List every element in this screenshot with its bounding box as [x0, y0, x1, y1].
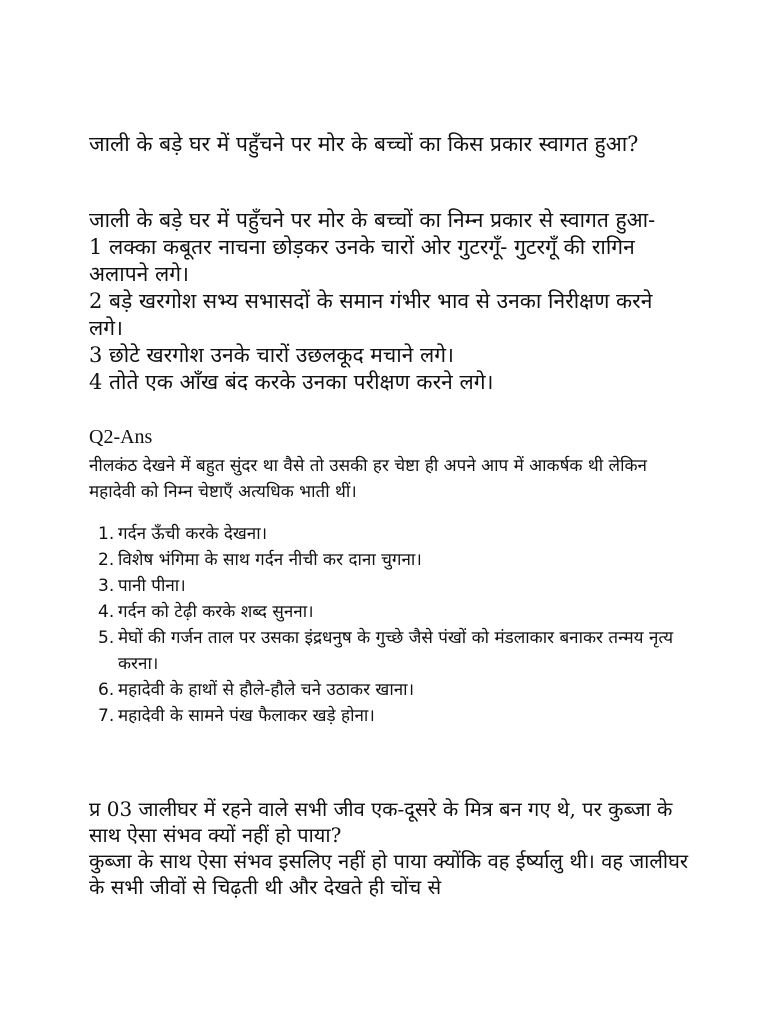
- answer-2-intro: नीलकंठ देखने में बहुत सुंदर था वैसे तो उसकी हर चेष्टा ही अपने आप में आकर्षक थी लेकिन महादेवी को निम्न चेष्टाएँ अत्यधिक भाती थीं।: [89, 456, 647, 502]
- answer-1-point: 4 तोते एक आँख बंद करके उनका परीक्षण करने लगे।: [89, 370, 494, 394]
- answer-1: [89, 207, 689, 396]
- list-item: [98, 625, 698, 677]
- list-item: [98, 521, 698, 547]
- question-3: प्र 03 जालीघर में रहने वाले सभी जीव एक-दूसरे के मित्र बन गए थे, पर कुब्जा के साथ ऐसा संभव क्यों नहीं हो पाया?: [89, 797, 673, 847]
- list-item-text: विशेष भंगिमा के साथ गर्दन नीची कर दाना चुगना।: [118, 550, 422, 570]
- list-item: [98, 547, 698, 573]
- list-item-number: 6.: [98, 680, 115, 700]
- question-2-label: Q2-Ans: [89, 426, 153, 448]
- list-item-text: पानी पीना।: [118, 576, 186, 596]
- list-item-number: 5.: [98, 628, 115, 648]
- answer-2-list: [98, 521, 698, 729]
- list-item-number: 3.: [98, 576, 115, 596]
- list-item-text: गर्दन ऊँची करके देखना।: [118, 524, 268, 544]
- list-item-number: 4.: [98, 602, 115, 622]
- question-3-block: [89, 796, 709, 900]
- list-item: [98, 573, 698, 599]
- answer-1-point: 1 लक्का कबूतर नाचना छोड़कर उनके चारों ओर गुटरगूँ- गुटरगूँ की रागिन अलापने लगे।: [89, 235, 635, 286]
- list-item-text: महादेवी के सामने पंख फैलाकर खड़े होना।: [118, 706, 375, 726]
- list-item-number: 7.: [98, 706, 115, 726]
- list-item-text: मेघों की गर्जन ताल पर उसका इंद्रधनुष के गुच्छे जैसे पंखों को मंडलाकार बनाकर तन्मय नृत्य करना।: [118, 628, 674, 674]
- question-1: जाली के बड़े घर में पहुँचने पर मोर के बच्चों का किस प्रकार स्वागत हुआ?: [89, 132, 639, 156]
- answer-1-point: 2 बड़े खरगोश सभ्य सभासदों के समान गंभीर भाव से उनका निरीक्षण करने लगे।: [89, 289, 653, 340]
- answer-1-point: 3 छोटे खरगोश उनके चारों उछलकूद मचाने लगे।: [89, 343, 454, 367]
- answer-1-intro: जाली के बड़े घर में पहुँचने पर मोर के बच्चों का निम्न प्रकार से स्वागत हुआ-: [89, 208, 656, 232]
- list-item-text: गर्दन को टेढ़ी करके शब्द सुनना।: [118, 602, 314, 622]
- list-item-number: 1.: [98, 524, 115, 544]
- list-item: [98, 703, 698, 729]
- answer-3: कुब्जा के साथ ऐसा संभव इसलिए नहीं हो पाया क्योंकि वह ईर्ष्यालु थी। वह जालीघर के सभी जीवों से चिढ़ती थी और देखते ही चोंच से: [89, 849, 689, 899]
- list-item: [98, 677, 698, 703]
- list-item: [98, 599, 698, 625]
- list-item-text: महादेवी के हाथों से हौले-हौले चने उठाकर खाना।: [118, 680, 415, 700]
- list-item-number: 2.: [98, 550, 115, 570]
